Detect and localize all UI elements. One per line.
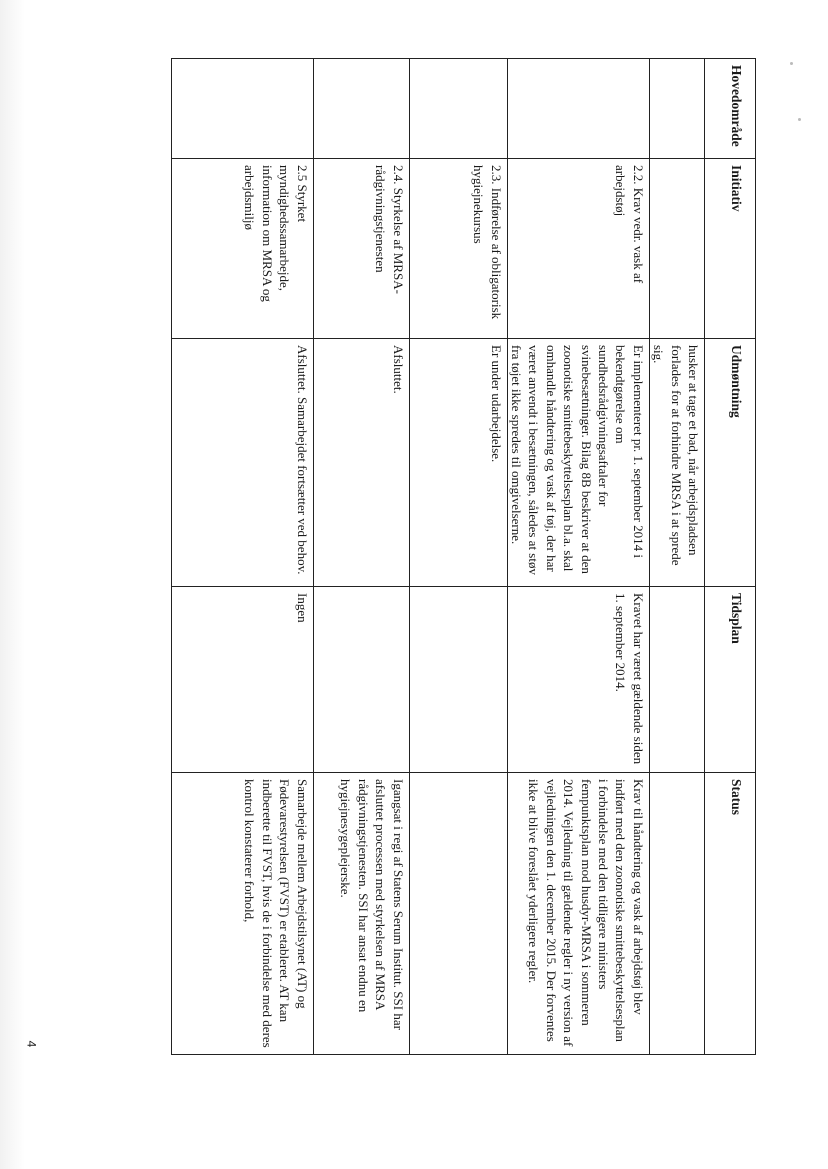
- cell-udmoentning: Er under udarbejdelse.: [409, 339, 507, 587]
- status-table: [171, 58, 756, 1055]
- cell-initiativ: 2.2. Krav vedr. vask af arbejdstøj: [507, 159, 649, 339]
- cell-hovedomraade: [507, 59, 649, 159]
- cell-initiativ: [649, 159, 704, 339]
- table-row: [649, 59, 704, 1055]
- table-row: [507, 59, 649, 1055]
- cell-status: Samarbejde mellem Arbejdstilsynet (AT) og Fødevarestyrelsen (FVST) er etableret. AT kan indberette til FVST, hvis de i forbindelse med deres kontrol konstaterer forhold,: [171, 773, 313, 1055]
- header-hovedomraade: Hovedområde: [705, 59, 756, 159]
- cell-hovedomraade: [171, 59, 313, 159]
- cell-tidsplan: Ingen: [171, 587, 313, 773]
- cell-hovedomraade: [409, 59, 507, 159]
- scan-dot: [790, 62, 793, 65]
- header-udmoentning: Udmøntning: [705, 339, 756, 587]
- page-number: 4: [24, 1040, 39, 1048]
- table-row: [171, 59, 313, 1055]
- table-row: [313, 59, 409, 1055]
- cell-udmoentning: Afsluttet. Samarbejdet fortsætter ved behov.: [171, 339, 313, 587]
- table-row: [409, 59, 507, 1055]
- header-status: Status: [705, 773, 756, 1055]
- cell-hovedomraade: [649, 59, 704, 159]
- cell-status: [409, 773, 507, 1055]
- cell-tidsplan: [649, 587, 704, 773]
- cell-initiativ: 2.3. Indførelse af obligatorisk hygiejnekursus: [409, 159, 507, 339]
- cell-udmoentning: Afsluttet.: [313, 339, 409, 587]
- rotated-page-content: [234, 58, 756, 1054]
- header-initiativ: Initiativ: [705, 159, 756, 339]
- cell-tidsplan: [313, 587, 409, 773]
- cell-udmoentning: Er implementeret pr. 1. september 2014 i bekendtgørelse om sundhedsrådgivningsaftaler for svinebesætninger. Bilag 8B beskriver at den zoonotiske smittebeskyttelsesplan bl.a. skal omhandle håndtering og vask af tøj, der har været anvendt i besætningen, således at støv fra tøjet ikke spredes til omgivelserne.: [507, 339, 649, 587]
- cell-initiativ: 2.5 Styrket myndighedssamarbejde, information om MRSA og arbejdsmiljø: [171, 159, 313, 339]
- cell-hovedomraade: [313, 59, 409, 159]
- scan-dot: [798, 118, 801, 121]
- scan-shadow: [0, 0, 25, 1169]
- header-tidsplan: Tidsplan: [705, 587, 756, 773]
- cell-status: Krav til håndtering og vask af arbejdstøj blev indført med den zoonotiske smittebeskyttelsesplan i forbindelse med den tidligere ministers fempunktsplan mod husdyr-MRSA i sommeren 2014. Vejledning til gældende regler i ny version af vejledningen den 1. december 2015. Der forventes ikke at blive foreslået yderligere regler.: [507, 773, 649, 1055]
- cell-initiativ: 2.4. Styrkelse af MRSA-rådgivningstjenesten: [313, 159, 409, 339]
- cell-tidsplan: [409, 587, 507, 773]
- cell-tidsplan: Kravet har været gældende siden 1. september 2014.: [507, 587, 649, 773]
- table-header-row: [705, 59, 756, 1055]
- cell-udmoentning: husker at tage et bad, når arbejdspladsen forlades for at forhindre MRSA i at sprede sig.: [649, 339, 704, 587]
- cell-status: Igangsat i regi af Statens Serum Institut. SSI har afsluttet processen med styrkelsen af MRSA rådgivningstjenesten. SSI har ansat endnu en hygiejnesygeplejerske.: [313, 773, 409, 1055]
- cell-status: [649, 773, 704, 1055]
